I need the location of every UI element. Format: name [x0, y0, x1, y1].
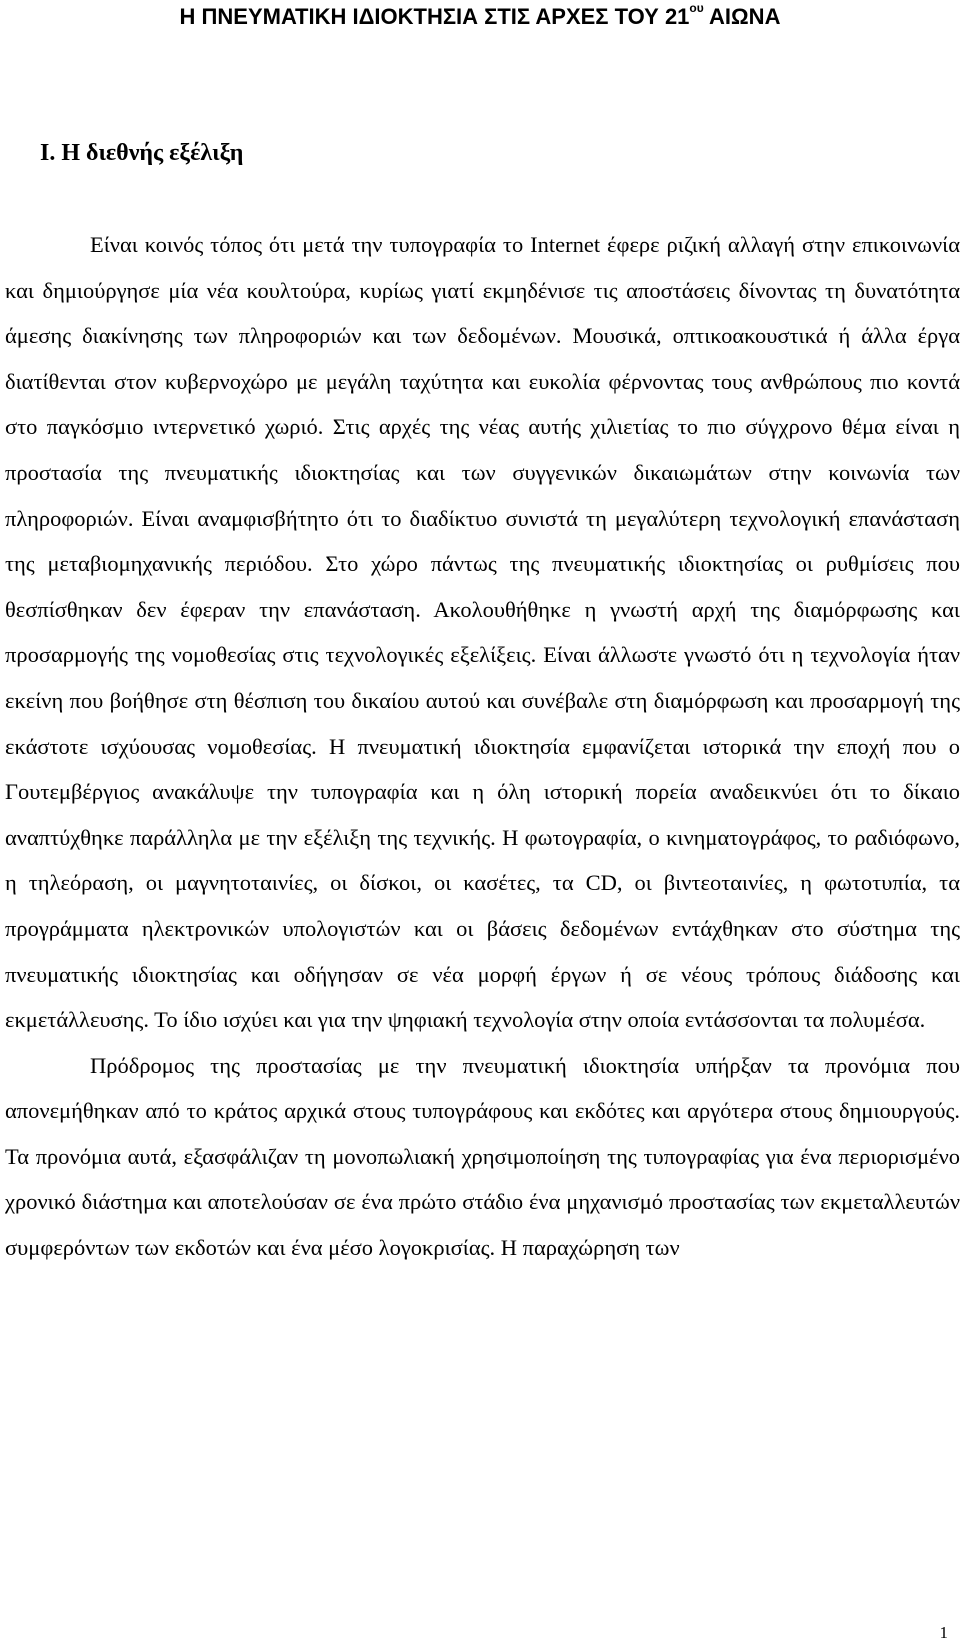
body-text	[5, 222, 960, 1271]
title-end-text: ΑΙΩΝΑ	[703, 4, 781, 29]
paragraph: Είναι κοινός τόπος ότι μετά την τυπογραφία το Internet έφερε ριζική αλλαγή στην επικοινωνία και δημιούργησε μία νέα κουλτούρα, κυρίως γιατί εκμηδένισε τις αποστάσεις δίνοντας τη δυνατότητα άμεσης διακίνησης των πληροφοριών και των δεδομένων. Μουσικά, οπτικοακουστικά ή άλλα έργα διατίθενται στον κυβερνοχώρο με μεγάλη ταχύτητα και ευκολία φέρνοντας τους ανθρώπους πιο κοντά στο παγκόσμιο ιντερνετικό χωριό. Στις αρχές της νέας αυτής χιλιετίας το πιο σύγχρονο θέμα είναι η προστασία της πνευματικής ιδιοκτησίας και των συγγενικών δικαιωμάτων στην κοινωνία των πληροφοριών. Είναι αναμφισβήτητο ότι το διαδίκτυο συνιστά τη μεγαλύτερη τεχνολογική επανάσταση της μεταβιομηχανικής περιόδου. Στο χώρο πάντως της πνευματικής ιδιοκτησίας οι ρυθμίσεις που θεσπίσθηκαν δεν έφεραν την επανάσταση. Ακολουθήθηκε η γνωστή αρχή της διαμόρφωσης και προσαρμογής της νομοθεσίας στις τεχνολογικές εξελίξεις. Είναι άλλωστε γνωστό ότι η τεχνολογία ήταν εκείνη που βοήθησε στη θέσπιση του δικαίου αυτού και συνέβαλε στη διαμόρφωση και προσαρμογή της εκάστοτε ισχύουσας νομοθεσίας. Η πνευματική ιδιοκτησία εμφανίζεται ιστορικά την εποχή που ο Γουτεμβέργιος ανακάλυψε την τυπογραφία και η όλη ιστορική πορεία αναδεικνύει ότι το δίκαιο αναπτύχθηκε παράλληλα με την εξέλιξη της τεχνικής. Η φωτογραφία, ο κινηματογράφος, το ραδιόφωνο, η τηλεόραση, οι μαγνητοταινίες, οι δίσκοι, οι κασέτες, τα CD, οι βιντεοταινίες, η φωτοτυπία, τα προγράμματα ηλεκτρονικών υπολογιστών και οι βάσεις δεδομένων εντάχθηκαν στο σύστημα της πνευματικής ιδιοκτησίας και οδήγησαν σε νέα μορφή έργων ή σε νέους τρόπους διάδοσης και εκμετάλλευσης. Το ίδιο ισχύει και για την ψηφιακή τεχνολογία στην οποία εντάσσονται τα πολυμέσα.	[5, 232, 960, 1033]
page-number: 1	[939, 1623, 948, 1642]
section-heading: Ι. Η διεθνής εξέλιξη	[40, 140, 244, 166]
paragraph: Πρόδρομος της προστασίας με την πνευματική ιδιοκτησία υπήρξαν τα προνόμια που απονεμήθηκαν από το κράτος αρχικά στους τυπογράφους και εκδότες και αργότερα στους δημιουργούς. Τα προνόμια αυτά, εξασφάλιζαν τη μονοπωλιακή χρησιμοποίηση της τυπογραφίας για ένα περιορισμένο χρονικό διάστημα και αποτελούσαν σε ένα πρώτο στάδιο ένα μηχανισμό προστασίας των εκμεταλλευτών συμφερόντων των εκδοτών και ένα μέσο λογοκρισίας. Η παραχώρηση των	[5, 1052, 960, 1261]
title-main-text: Η ΠΝΕΥΜΑΤΙΚΗ ΙΔΙΟΚΤΗΣΙΑ ΣΤΙΣ ΑΡΧΕΣ ΤΟΥ 21	[179, 4, 690, 29]
document-title	[0, 0, 960, 30]
title-superscript: ου	[689, 0, 704, 15]
